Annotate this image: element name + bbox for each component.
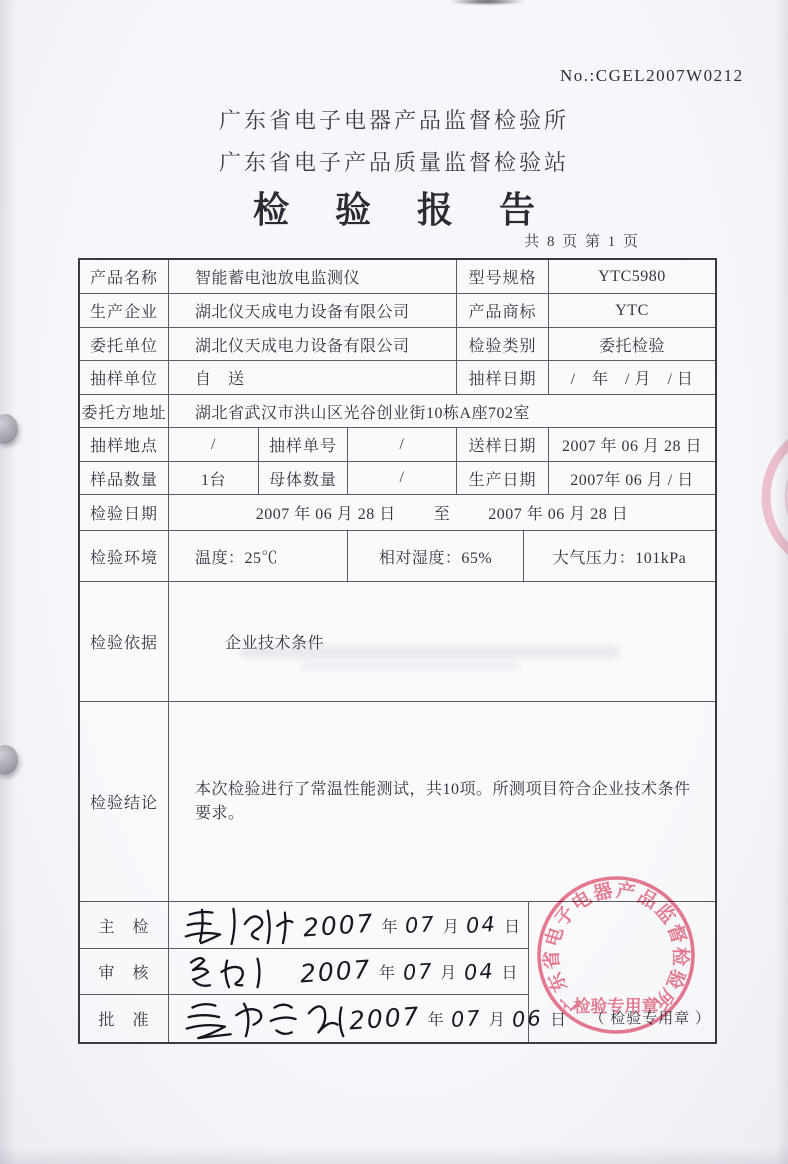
- field-value: 1台: [169, 462, 259, 495]
- signer-label: 审 核: [80, 949, 169, 995]
- reviewer-signature: [181, 953, 277, 991]
- field-label: 抽样地点: [80, 428, 169, 462]
- bleed-through-text: [240, 646, 620, 658]
- field-label: 产品名称: [80, 260, 169, 294]
- field-label: 生产企业: [80, 294, 169, 328]
- signer-label: 批 准: [80, 995, 169, 1042]
- field-label: 检验环境: [80, 531, 169, 582]
- chief-inspector-signature: [181, 905, 303, 945]
- seal-bottom-text: 检验专用章: [573, 997, 659, 1016]
- field-label: 样品数量: [80, 462, 169, 495]
- scan-smudge: [448, 0, 526, 5]
- inspection-date-to-label: 至: [433, 506, 451, 523]
- chief-year: 2007: [302, 908, 376, 942]
- env-humidity: 相对湿度：65%: [348, 531, 524, 582]
- field-value: 湖北仪天成电力设备有限公司: [169, 294, 457, 328]
- stamp-note: （ 检验专用章 ）: [589, 1011, 711, 1027]
- field-label: 送样日期: [457, 428, 549, 462]
- partial-edge-stamp: [732, 412, 788, 582]
- env-pressure: 大气压力：101kPa: [524, 531, 715, 582]
- binder-tab: [0, 745, 18, 775]
- field-label: 型号规格: [457, 260, 549, 294]
- page-count: 共 8 页 第 1 页: [524, 234, 640, 250]
- chief-month: 07: [404, 911, 437, 939]
- field-label: 抽样单号: [259, 428, 348, 462]
- field-label: 生产日期: [457, 462, 549, 495]
- signer-label: 主 检: [80, 902, 169, 949]
- reviewer-row: [169, 949, 529, 995]
- field-value: 2007 年 06 月 28 日: [549, 428, 715, 462]
- inspection-date-from: 2007 年 06 月 28 日: [255, 506, 396, 523]
- approver-date: 2007 年 07 月 06 日: [348, 1001, 567, 1036]
- field-label: 检验结论: [80, 702, 169, 902]
- reviewer-date: 2007 年 07 月 04 日: [299, 954, 518, 989]
- field-label: 检验类别: [457, 328, 549, 361]
- field-value: /: [348, 462, 457, 495]
- field-label: 产品商标: [457, 294, 549, 328]
- field-label: 检验日期: [80, 495, 169, 531]
- official-seal: [533, 872, 699, 1038]
- reviewer-year: 2007: [299, 954, 373, 989]
- field-value: 湖北省武汉市洪山区光谷创业街10栋A座702室: [169, 395, 715, 428]
- field-label: 母体数量: [259, 462, 348, 495]
- field-value: /: [348, 428, 457, 462]
- conclusion-text: 本次检验进行了常温性能测试，共10项。所测项目符合企业技术条件要求。: [169, 702, 715, 902]
- field-label: 抽样单位: [80, 361, 169, 395]
- field-value: YTC: [549, 294, 715, 328]
- seal-ring-text: 广东省电子电器产品监督检验所: [541, 880, 691, 1015]
- reviewer-day: 04: [462, 958, 496, 985]
- chief-date: 2007 年 07 月 04 日: [302, 908, 521, 942]
- field-value: /: [169, 428, 259, 462]
- reviewer-month: 07: [401, 958, 435, 985]
- field-label: 检验依据: [80, 582, 169, 702]
- approver-year: 2007: [348, 1001, 422, 1036]
- field-label: 委托单位: [80, 328, 169, 361]
- bleed-through-text: [300, 662, 520, 670]
- report-number: No.:CGEL2007W0212: [560, 66, 744, 85]
- field-value: 湖北仪天成电力设备有限公司: [169, 328, 457, 361]
- field-value: 2007年 06 月 / 日: [549, 462, 715, 495]
- field-label: 委托方地址: [80, 395, 169, 428]
- approver-month: 07: [450, 1005, 483, 1032]
- field-value: YTC5980: [549, 260, 715, 294]
- field-value: 自 送: [169, 361, 457, 395]
- field-value: [169, 495, 715, 531]
- approver-day: 06: [511, 1005, 544, 1032]
- field-value: 智能蓄电池放电监测仪: [169, 260, 457, 294]
- field-value: 企业技术条件: [169, 582, 715, 702]
- chief-day: 04: [465, 911, 498, 939]
- org-name-line2: 广东省电子产品质量监督检验站: [218, 150, 569, 175]
- page-bottom-shadow: [0, 1146, 788, 1164]
- env-temperature: 温度：25℃: [169, 531, 348, 582]
- chief-inspector-row: [169, 902, 529, 949]
- field-label: 抽样日期: [457, 361, 549, 395]
- binder-tab: [0, 414, 18, 444]
- document-title: 检验报告: [252, 190, 581, 230]
- approver-signature: [181, 998, 349, 1040]
- inspection-date-to: 2007 年 06 月 28 日: [488, 506, 629, 523]
- approver-row: [169, 995, 567, 1042]
- field-value: / 年 / 月 / 日: [549, 361, 715, 395]
- field-value: 委托检验: [549, 328, 715, 361]
- org-name-line1: 广东省电子电器产品监督检验所: [218, 108, 569, 133]
